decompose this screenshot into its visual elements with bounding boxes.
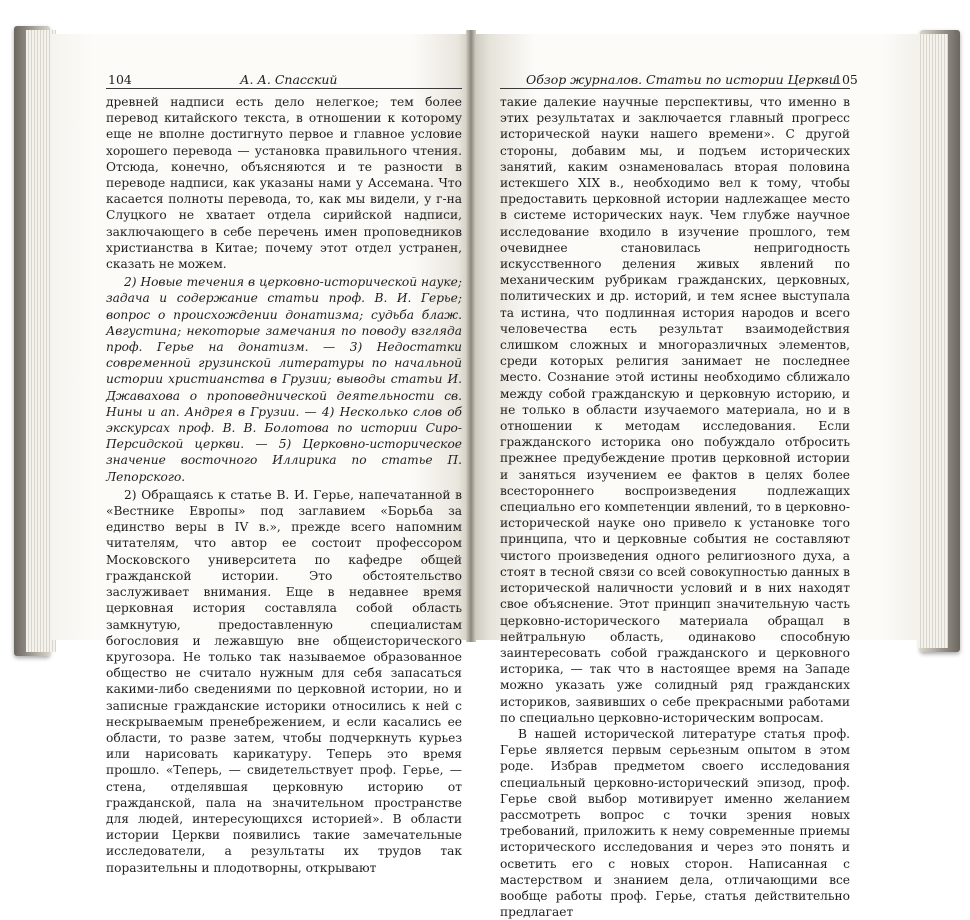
paragraph: такие далекие научные перспективы, что именно в этих результатах и заключается главный прогресс исторической науки нашего времени». С другой стороны, добавим мы, и подъем исторических занятий, каким ознаменовалась вторая половина истекшего XIX в., необходимо вел к тому, чтобы предоставить церковной истории надлежащее место в системе исторических наук. Чем глубже научное исследование входило в изучение прошлого, тем очевиднее становилась непригодность искусственного деления живых явлений по механическим рубрикам гражданских, церковных, политических и др. историй, и тем яснее выступала та истина, что подлинная история народов и всего человечества есть результат взаимодействия слишком сложных и многоразличных элементов, среди которых религия занимает не последнее место. Сознание этой истины необходимо сближало между собой гражданскую и церковную историю, и не только в области изучаемого материала, но и в отношении к методам исследования. Если гражданского историка оно побуждало отбросить прежнее предубеждение против церковной истории и заняться изучением ее фактов в целях более всестороннего воспроизведения подлежащих специально его компетенции явлений, то в церковно-исторической науке оно привело к установке того принципа, что и церковные события не составляют чистого произведения одного религиозного духа, а стоят в тесной связи со всей совокупностью данных в исторической наличности условий и в них находят свое объяснение. Этот принцип значительную часть церковно-исторического материала обращал в нейтральную область, одинаково способную заинтересовать собой гражданского и церковного историка, — так что в настоящее время на Западе можно указать уже солидный ряд гражданских историков, заявивших о себе прекрасными работами по специально церковно-историческим вопросам. xyxy=(500,95,850,725)
left-running-head: А. А. Спасский xyxy=(240,72,338,87)
chapter-summary: 2) Новые течения в церковно-исторической науке; задача и содержание статьи проф. В. И. Герье; вопрос о происхождении донатизма; судьба блаж. Августина; некоторые замечания по поводу взгляда проф. Герье на донатизм. — 3) Недостатки современной грузинской литературы по начальной истории христианства в Грузии; выводы статьи И. Джавахова о проповеднической деятельности св. Нины и ап. Андрея в Грузии. — 4) Несколько слов об экскурсах проф. В. В. Болотова по истории Сиро-Персидской церкви. — 5) Церковно-историческое значение восточного Иллирика по статье П. Лепорского. xyxy=(106,275,462,484)
page-edges-right xyxy=(918,34,948,648)
right-page-text xyxy=(500,94,850,920)
right-running-head: Обзор журналов. Статьи по истории Церкви xyxy=(526,72,837,87)
paragraph: В нашей исторической литературе статья проф. Герье является первым серьезным опытом в этом роде. Избрав предметом своего исследования специальный церковно-исторический эпизод, проф. Герье свой выбор мотивирует именно желанием рассмотреть вопрос с точки зрения новых требований, приложить к нему современные приемы исторического исследования и через это понять и осветить его с новых сторон. Написанная с мастерством и знанием дела, отличающими все вообще работы проф. Герье, статья действительно предлагает xyxy=(500,726,850,920)
right-header-rule xyxy=(500,88,850,89)
left-header-rule xyxy=(106,88,462,89)
paragraph: 2) Обращаясь к статье В. И. Герье, напечатанной в «Вестнике Европы» под заглавием «Борьба за единство веры в IV в.», прежде всего напомним читателям, что автор ее состоит профессором Московского университета по кафедре общей гражданской истории. Это обстоятельство заслуживает внимания. Еще в недавнее время церковная история составляла собой область замкнутую, предоставленную специалистам богословия и лежавшую вне общеисторического кругозора. Не только так называемое образованное общество не считало нужным для себя запасаться какими-либо сведениями по церковной истории, но и записные гражданские историки относились к ней с нескрываемым пренебрежением, и если касались ее области, то разве затем, чтобы подчеркнуть курьез или нарисовать карикатуру. Теперь это время прошло. «Теперь, — свидетельствует проф. Герье, — стена, отделявшая церковную историю от гражданской, пала на значительном пространстве для людей, интересующихся историей». В области истории Церкви появились такие замечательные исследователи, а результаты их трудов так поразительны и плодотворны, открывают xyxy=(106,487,462,875)
right-page-number: 105 xyxy=(834,72,858,87)
left-page-text xyxy=(106,94,462,876)
paragraph: древней надписи есть дело нелегкое; тем более перевод китайского текста, в отношении к которому еще не вполне достигнуто первое и главное условие хорошего перевода — установка правильного чтения. Отсюда, конечно, объясняются и те разности в переводе надписи, как указаны нами у Ассемана. Что касается полноты перевода, то, как мы видели, у г-на Слуцкого не хватает отдела сирийской надписи, заключающего в себе перечень имен проповедников христианства в Китае; почему этот отдел устранен, сказать не можем. xyxy=(106,95,462,272)
left-page-number: 104 xyxy=(108,72,132,87)
book-gutter xyxy=(466,30,476,642)
